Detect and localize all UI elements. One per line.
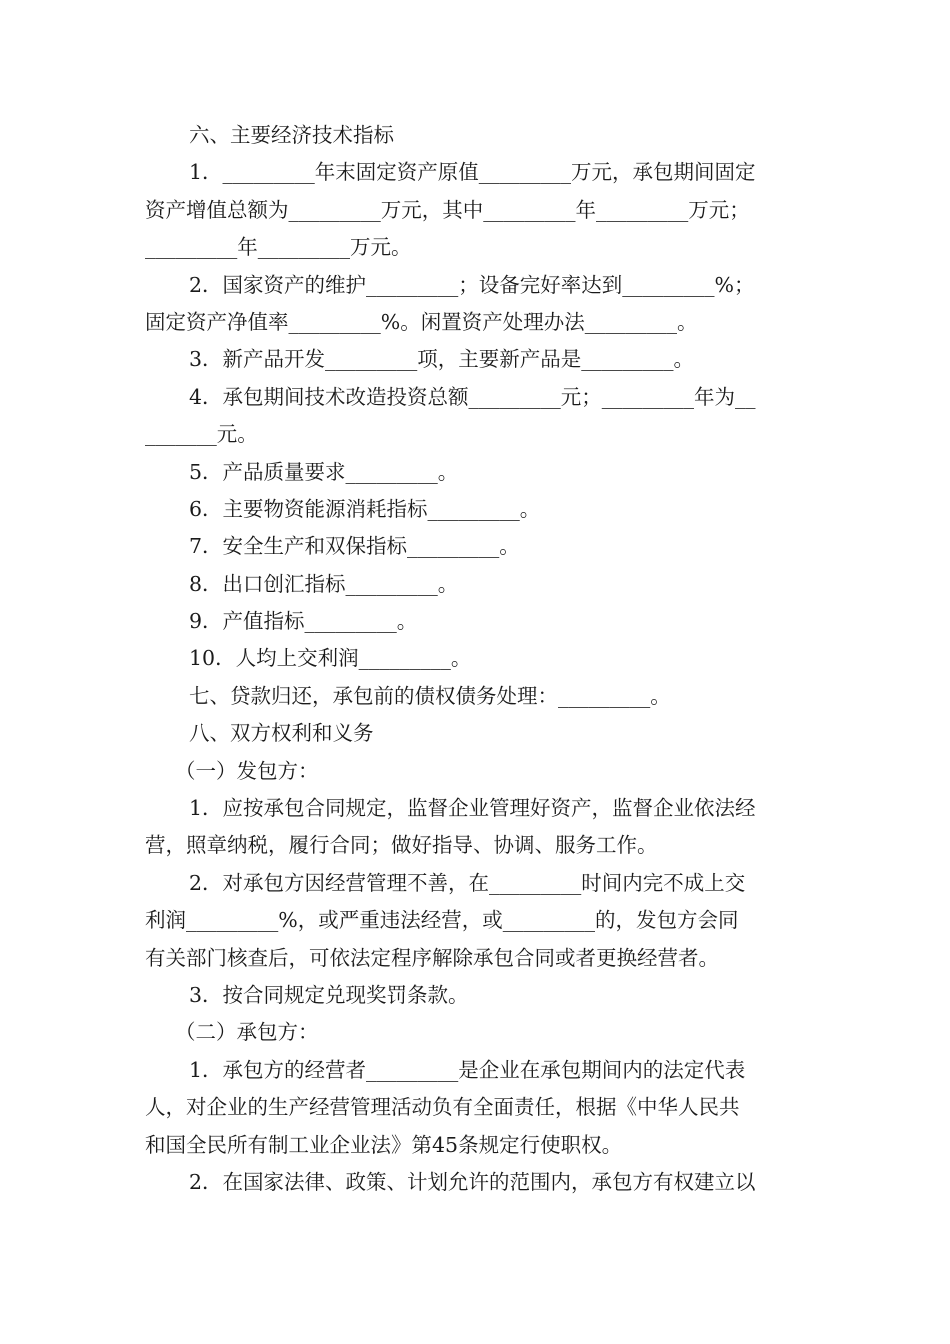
paragraph-line: _______元。 xyxy=(145,422,258,447)
paragraph-line: 2．对承包方因经营管理不善，在_________时间内完不成上交 xyxy=(189,870,746,895)
paragraph-line: 4．承包期间技术改造投资总额_________元；_________年为__ xyxy=(189,384,756,409)
paragraph-line: 营，照章纳税，履行合同；做好指导、协调、服务工作。 xyxy=(145,833,658,858)
paragraph-line: 9．产值指标_________。 xyxy=(189,609,418,634)
paragraph-line: 3．按合同规定兑现奖罚条款。 xyxy=(189,982,469,1007)
paragraph-line: 1．应按承包合同规定，监督企业管理好资产，监督企业依法经 xyxy=(189,796,756,821)
section-heading-6: 六、主要经济技术指标 xyxy=(189,123,394,147)
paragraph-line: 固定资产净值率_________%。闲置资产处理办法_________。 xyxy=(145,309,698,334)
paragraph-line: 6．主要物资能源消耗指标_________。 xyxy=(189,496,541,521)
section-heading-7: 七、贷款归还，承包前的债权债务处理：_________。 xyxy=(189,683,671,708)
subsection-heading-issuer: （一）发包方： xyxy=(175,758,319,783)
paragraph-line: 10．人均上交利润_________。 xyxy=(189,646,472,671)
paragraph-line: 3．新产品开发_________项，主要新产品是_________。 xyxy=(189,347,695,372)
paragraph-line: 2．在国家法律、政策、计划允许的范围内，承包方有权建立以 xyxy=(189,1169,756,1194)
subsection-heading-contractor: （二）承包方： xyxy=(175,1020,319,1045)
paragraph-line: 5．产品质量要求_________。 xyxy=(189,459,459,484)
paragraph-line: 1．承包方的经营者_________是企业在承包期间内的法定代表 xyxy=(189,1057,746,1082)
paragraph-line: 8．出口创汇指标_________。 xyxy=(189,571,459,596)
paragraph-line: 和国全民所有制工业企业法》第45条规定行使职权。 xyxy=(145,1132,623,1157)
section-heading-8: 八、双方权利和义务 xyxy=(189,721,374,746)
paragraph-line: 人，对企业的生产经营管理活动负有全面责任，根据《中华人民共 xyxy=(145,1095,740,1120)
paragraph-line: 7．安全生产和双保指标_________。 xyxy=(189,534,520,559)
paragraph-line: 有关部门核查后，可依法定程序解除承包合同或者更换经营者。 xyxy=(145,945,719,970)
paragraph-line: _________年_________万元。 xyxy=(145,235,412,260)
paragraph-line: 1．_________年末固定资产原值_________万元，承包期间固定 xyxy=(189,160,756,185)
paragraph-line: 资产增值总额为_________万元，其中_________年_________万元； xyxy=(145,197,750,222)
paragraph-line: 利润_________%，或严重违法经营，或_________的，发包方会同 xyxy=(145,908,739,933)
paragraph-line: 2．国家资产的维护_________；设备完好率达到_________%； xyxy=(189,272,755,297)
document-body xyxy=(145,117,809,1201)
